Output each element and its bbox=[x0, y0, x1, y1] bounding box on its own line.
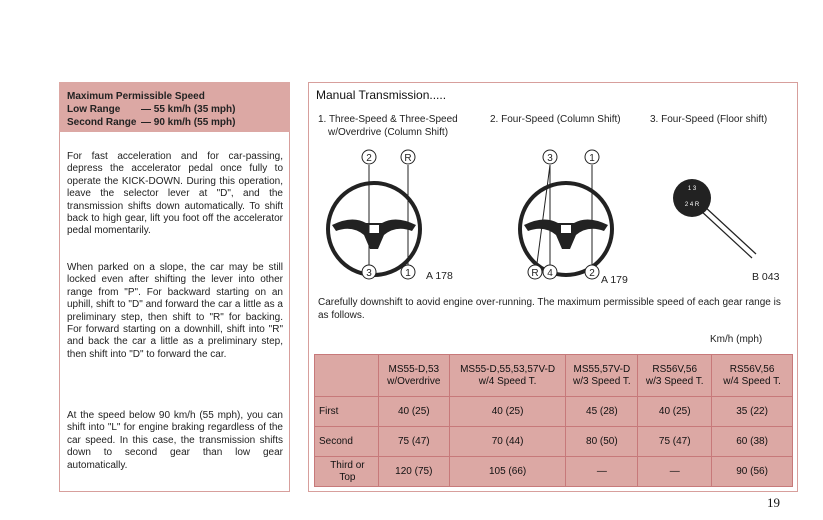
low-range-value: — 55 km/h (35 mph) bbox=[141, 104, 236, 115]
table-header-line: RS56V,56 bbox=[652, 363, 698, 375]
gear-marker-1: 1 bbox=[589, 153, 595, 164]
gear-marker-r: R bbox=[531, 268, 539, 279]
table-header-cell bbox=[566, 355, 638, 397]
table-row-label bbox=[315, 457, 379, 487]
table-row-label bbox=[315, 427, 379, 457]
table-header-line: w/3 Speed T. bbox=[645, 375, 704, 387]
hub-emblem bbox=[369, 225, 379, 233]
gear-marker-1: 1 bbox=[405, 268, 411, 279]
table-header-cell bbox=[638, 355, 712, 397]
table-row bbox=[315, 457, 793, 487]
table-cell: 35 (22) bbox=[712, 397, 793, 427]
floor-shift-knob-figure bbox=[670, 170, 790, 285]
figure-label-b043: B 043 bbox=[752, 271, 780, 283]
steering-wheel-three-speed-figure bbox=[322, 145, 462, 290]
caption-four-speed-column: 2. Four-Speed (Column Shift) bbox=[490, 114, 621, 125]
caption-four-speed-floor: 3. Four-Speed (Floor shift) bbox=[650, 114, 768, 125]
table-header-line: w/3 Speed T. bbox=[573, 375, 631, 387]
knob-pattern-top: 1 3 bbox=[687, 186, 697, 192]
caption-three-speed-line1: 1. Three-Speed & Three-Speed bbox=[318, 114, 458, 125]
table-cell: 120 (75) bbox=[378, 457, 449, 487]
table-cell: 70 (44) bbox=[449, 427, 566, 457]
shift-line-a bbox=[536, 165, 550, 271]
shift-lever-line-2 bbox=[704, 206, 756, 254]
table-header-line: w/Overdrive bbox=[387, 375, 441, 387]
table-header-line: RS56V,56 bbox=[729, 363, 775, 375]
table-cell: — bbox=[566, 457, 638, 487]
downshift-note: Carefully downshift to aovid engine over-running. The maximum permissible speed of each gear range is as follows. bbox=[318, 297, 781, 321]
table-cell: 45 (28) bbox=[566, 397, 638, 427]
table-header-line: MS55,57V-D bbox=[573, 363, 631, 375]
table-cell: 90 (56) bbox=[712, 457, 793, 487]
steering-wheel-four-speed-figure bbox=[510, 145, 650, 290]
table-row-label-line: Third or bbox=[330, 459, 365, 471]
low-range-label: Low Range bbox=[67, 104, 121, 115]
table-row bbox=[315, 427, 793, 457]
table-cell: 40 (25) bbox=[378, 397, 449, 427]
gear-marker-r: R bbox=[404, 153, 412, 164]
gear-marker-2: 2 bbox=[366, 153, 372, 164]
second-range-row bbox=[67, 116, 282, 129]
table-header-cell bbox=[378, 355, 449, 397]
page-number: 19 bbox=[767, 495, 780, 510]
wheel-spokes bbox=[524, 219, 608, 249]
table-cell: 40 (25) bbox=[449, 397, 566, 427]
gear-marker-3: 3 bbox=[366, 268, 372, 279]
table-row-label-line: Top bbox=[339, 471, 356, 483]
table-cell: 75 (47) bbox=[638, 427, 712, 457]
table-cell: 105 (66) bbox=[449, 457, 566, 487]
caption-three-speed-line2: w/Overdrive (Column Shift) bbox=[328, 126, 449, 138]
unit-label: Km/h (mph) bbox=[710, 334, 763, 345]
gear-marker-2: 2 bbox=[589, 268, 595, 279]
table-row-label-line: Second bbox=[319, 435, 353, 447]
shift-knob bbox=[673, 179, 711, 217]
table-header-row bbox=[315, 355, 793, 397]
table-header-line: w/4 Speed T. bbox=[478, 375, 537, 387]
table-cell: 80 (50) bbox=[566, 427, 638, 457]
shift-lever-line-1 bbox=[700, 210, 752, 258]
gear-marker-3: 3 bbox=[547, 153, 553, 164]
caption-three-speed bbox=[318, 114, 458, 139]
table-cell: 60 (38) bbox=[712, 427, 793, 457]
table-corner-cell bbox=[315, 355, 379, 397]
gear-marker-4: 4 bbox=[547, 268, 553, 279]
engine-braking-paragraph: At the speed below 90 km/h (55 mph), you can shift into "L" for engine braking regardless of the car speed. In this case, the transmission shifts down to second gear than low gear automatically. bbox=[67, 410, 283, 471]
table-cell: 40 (25) bbox=[638, 397, 712, 427]
table-cell: 75 (47) bbox=[378, 427, 449, 457]
table-header-line: MS55-D,55,53,57V-D bbox=[460, 363, 556, 375]
table-row-label bbox=[315, 397, 379, 427]
second-range-value: — 90 km/h (55 mph) bbox=[141, 117, 236, 128]
hub-emblem bbox=[561, 225, 571, 233]
wheel-spokes bbox=[332, 219, 416, 249]
table-header-line: MS55-D,53 bbox=[388, 363, 440, 375]
max-speed-box bbox=[59, 82, 290, 132]
kickdown-paragraph: For fast acceleration and for car-passing, depress the accelerator pedal once fully to operate the KICK-DOWN. During this operation, leave the selector lever at "D", and the transmission shifts down automatically. To shift back to high gear, lift you foot off the accelerator pedal momentarily. bbox=[67, 151, 283, 237]
table-header-cell bbox=[449, 355, 566, 397]
table-header-cell bbox=[712, 355, 793, 397]
table-row-label-line: First bbox=[319, 405, 339, 417]
table-row bbox=[315, 397, 793, 427]
table-cell: — bbox=[638, 457, 712, 487]
max-speed-heading: Maximum Permissible Speed bbox=[67, 91, 205, 102]
low-range-row bbox=[67, 103, 282, 116]
section-title: Manual Transmission..... bbox=[316, 88, 447, 102]
figure-label-a179: A 179 bbox=[601, 274, 628, 286]
knob-pattern-bottom: 2 4 R bbox=[684, 202, 700, 208]
slope-paragraph: When parked on a slope, the car may be still locked even after shifting the lever into other range from "P". For backward starting on an uphill, shift to "D" and forward the car a little as a preliminary step, then shift to "R" for backing. For forward starting on a downhill, shift into "R" and back the car a little as a preliminary step, then shift into "D" to forward the car. bbox=[67, 262, 283, 360]
figure-label-a178: A 178 bbox=[426, 270, 453, 282]
max-speed-table bbox=[314, 354, 793, 487]
table-header-line: w/4 Speed T. bbox=[723, 375, 781, 387]
second-range-label: Second Range bbox=[67, 117, 137, 128]
